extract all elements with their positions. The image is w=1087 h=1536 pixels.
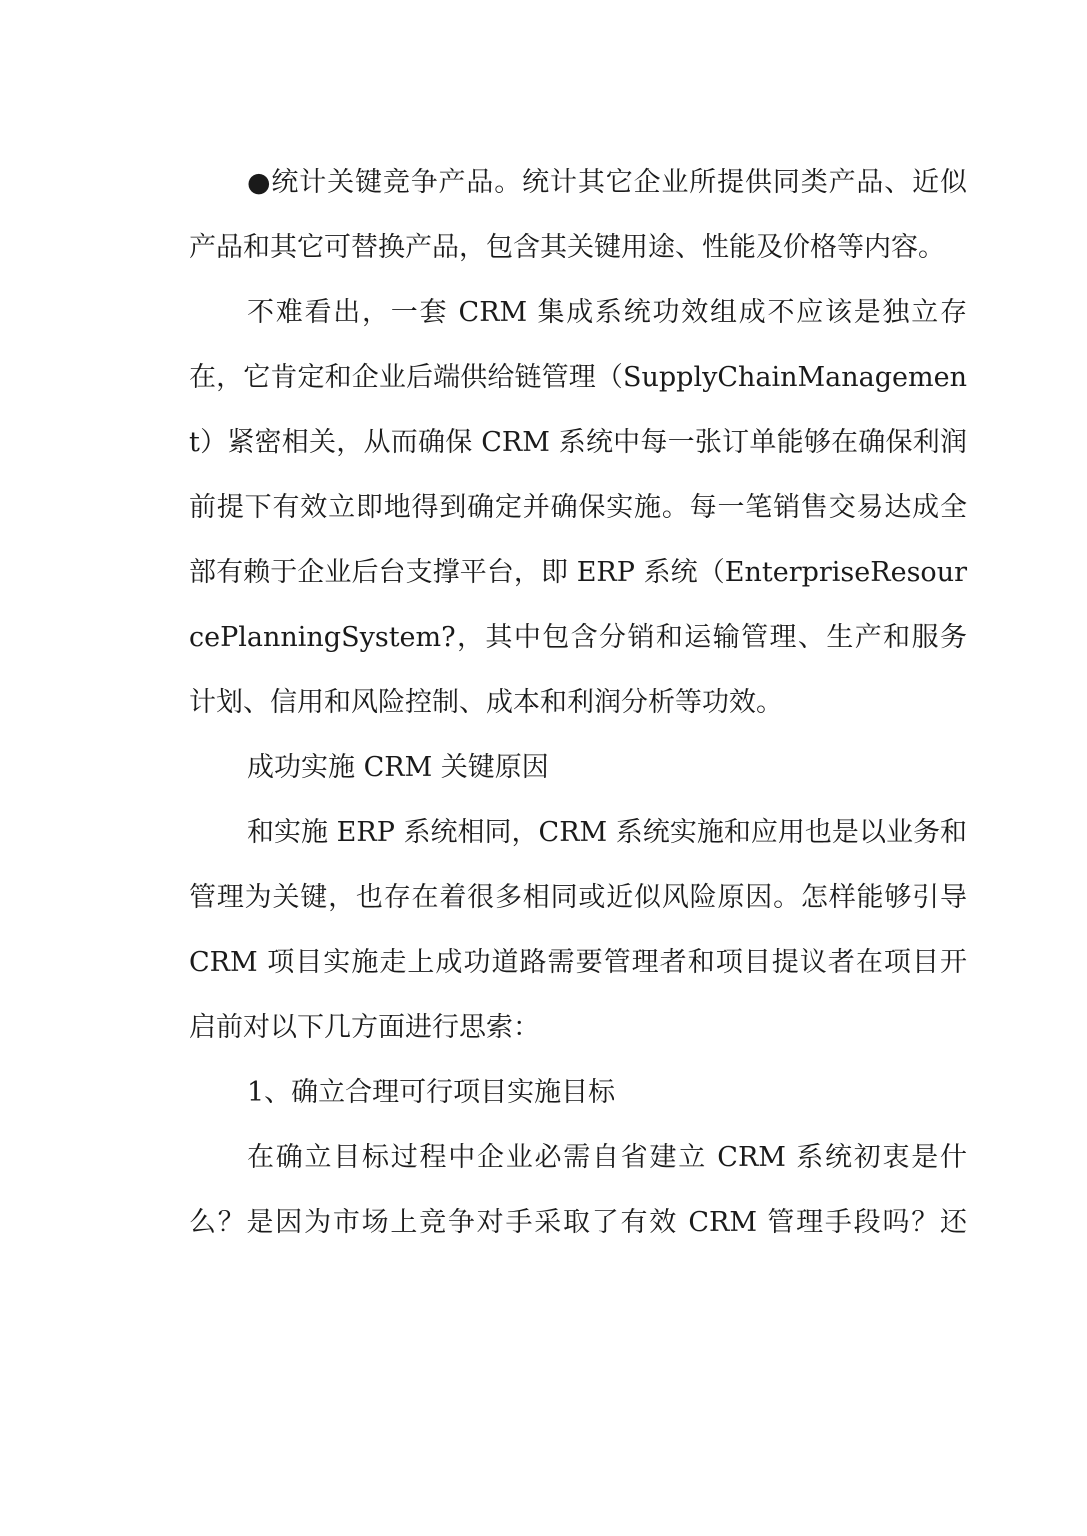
section-heading-crm-success-factors: 成功实施 CRM 关键原因 — [247, 752, 549, 783]
paragraph-crm-erp-integration: 不难看出，一套 CRM 集成系统功效组成不应该是独立存在，它肯定和企业后端供给链管理（SupplyChainManagement）紧密相关，从而确保 CRM 系统中每一张订单能够在确保利润前提下有效立即地得到确定并确保实施。每一笔销售交易达成全部有赖于企业后台支撑平台，即 ERP 系统（EnterpriseResourcePlanningSystem?，其中包含分销和运输管理、生产和服务计划、信用和风险控制、成本和利润分析等功效。 — [189, 297, 967, 718]
paragraph-competitor-products: ●统计关键竞争产品。统计其它企业所提供同类产品、近似产品和其它可替换产品，包含其关键用途、性能及价格等内容。 — [189, 167, 967, 263]
subheading-project-goals: 1、确立合理可行项目实施目标 — [247, 1077, 616, 1108]
document-body — [189, 150, 967, 1255]
paragraph-crm-implementation-risks: 和实施 ERP 系统相同，CRM 系统实施和应用也是以业务和管理为关键，也存在着很多相同或近似风险原因。怎样能够引导 CRM 项目实施走上成功道路需要管理者和项目提议者在项目开启前对以下几方面进行思索： — [189, 817, 967, 1043]
paragraph-goal-setting: 在确立目标过程中企业必需自省建立 CRM 系统初衷是什么？是因为市场上竞争对手采取了有效 CRM 管理手段吗？还 — [189, 1142, 967, 1238]
